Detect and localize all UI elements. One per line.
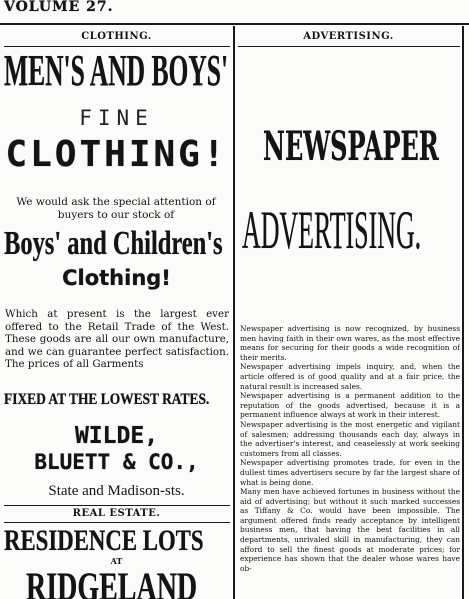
clothing-header-rule bbox=[4, 46, 230, 47]
firm-name-bluett: BLUETT & CO., bbox=[34, 450, 199, 474]
advertising-section-header: ADVERTISING. bbox=[303, 31, 394, 42]
headline-residence-lots: RESIDENCE LOTS bbox=[4, 524, 204, 557]
volume-label: VOLUME 27. bbox=[4, 0, 114, 15]
intro-text: We would ask the special attention of buyers to our stock of bbox=[16, 196, 216, 221]
headline-ridgeland: RIDGELAND bbox=[26, 565, 198, 599]
advertising-body-text bbox=[240, 324, 460, 599]
headline-clothing-2: Clothing! bbox=[62, 266, 171, 290]
headline-boys-and-childrens: Boys' and Children's bbox=[4, 225, 223, 262]
real-estate-top-rule bbox=[4, 505, 230, 506]
headline-mens-and-boys: MEN'S AND BOYS' bbox=[4, 48, 229, 94]
clothing-body-text: Which at present is the largest ever offered to the Retail Trade of the West. These goods are all our own manufacture, and we can guarantee perfect satisfaction. The prices of all Garments bbox=[5, 308, 229, 371]
prices-line: FIXED AT THE LOWEST RATES. bbox=[4, 391, 210, 408]
clothing-section-header: CLOTHING. bbox=[81, 31, 152, 42]
paragraph: Newspaper advertising is a permanent addition to the reputation of the goods advertised, because it is a permanent influence always at work in their interest. bbox=[240, 391, 460, 420]
headline-advertising: ADVERTISING. bbox=[242, 200, 422, 260]
firm-name-wilde: WILDE, bbox=[74, 423, 159, 449]
firm-address: State and Madison-sts. bbox=[48, 483, 185, 499]
headline-at: AT bbox=[110, 556, 123, 566]
paragraph: Newspaper advertising promotes trade, for even in the dullest times advertisers secure by far the largest share of what is being done. bbox=[240, 458, 460, 487]
headline-clothing: CLOTHING! bbox=[5, 134, 228, 175]
right-edge-rule bbox=[462, 26, 464, 599]
paragraph: Many men have achieved fortunes in business without the aid of advertising; but without it such marked successes as Tiffany & Co. would have been impossible. The argument offered finds ready acceptance by intelligent business men, that having the best facilities in all departments, unrivaled skill in manufacturing, they can afford to sell the finest goods at moderate prices; for experience has shown that the dealer whose wares have ob- bbox=[240, 487, 460, 573]
paragraph: Newspaper advertising is the most energetic and vigilant of salesmen; addressing thousands each day, always in the advertiser's interest, and ceaselessly at work seeking customers from all classes. bbox=[240, 419, 460, 458]
headline-newspaper: NEWSPAPER bbox=[263, 124, 439, 170]
paragraph: Newspaper advertising impels inquiry, and, when the article offered is of good quality and at a fair price, the natural result is increased sales. bbox=[240, 362, 460, 391]
headline-fine: FINE bbox=[79, 106, 154, 130]
real-estate-section-header: REAL ESTATE. bbox=[72, 508, 161, 519]
advertising-header-rule bbox=[238, 46, 460, 47]
real-estate-bottom-rule bbox=[4, 522, 230, 523]
paragraph: Newspaper advertising is now recognized, by business men having faith in their own wares, as the most effective means for securing for their goods a wide recognition of their merits. bbox=[240, 324, 460, 362]
top-rule bbox=[0, 23, 469, 25]
column-divider bbox=[233, 26, 235, 599]
